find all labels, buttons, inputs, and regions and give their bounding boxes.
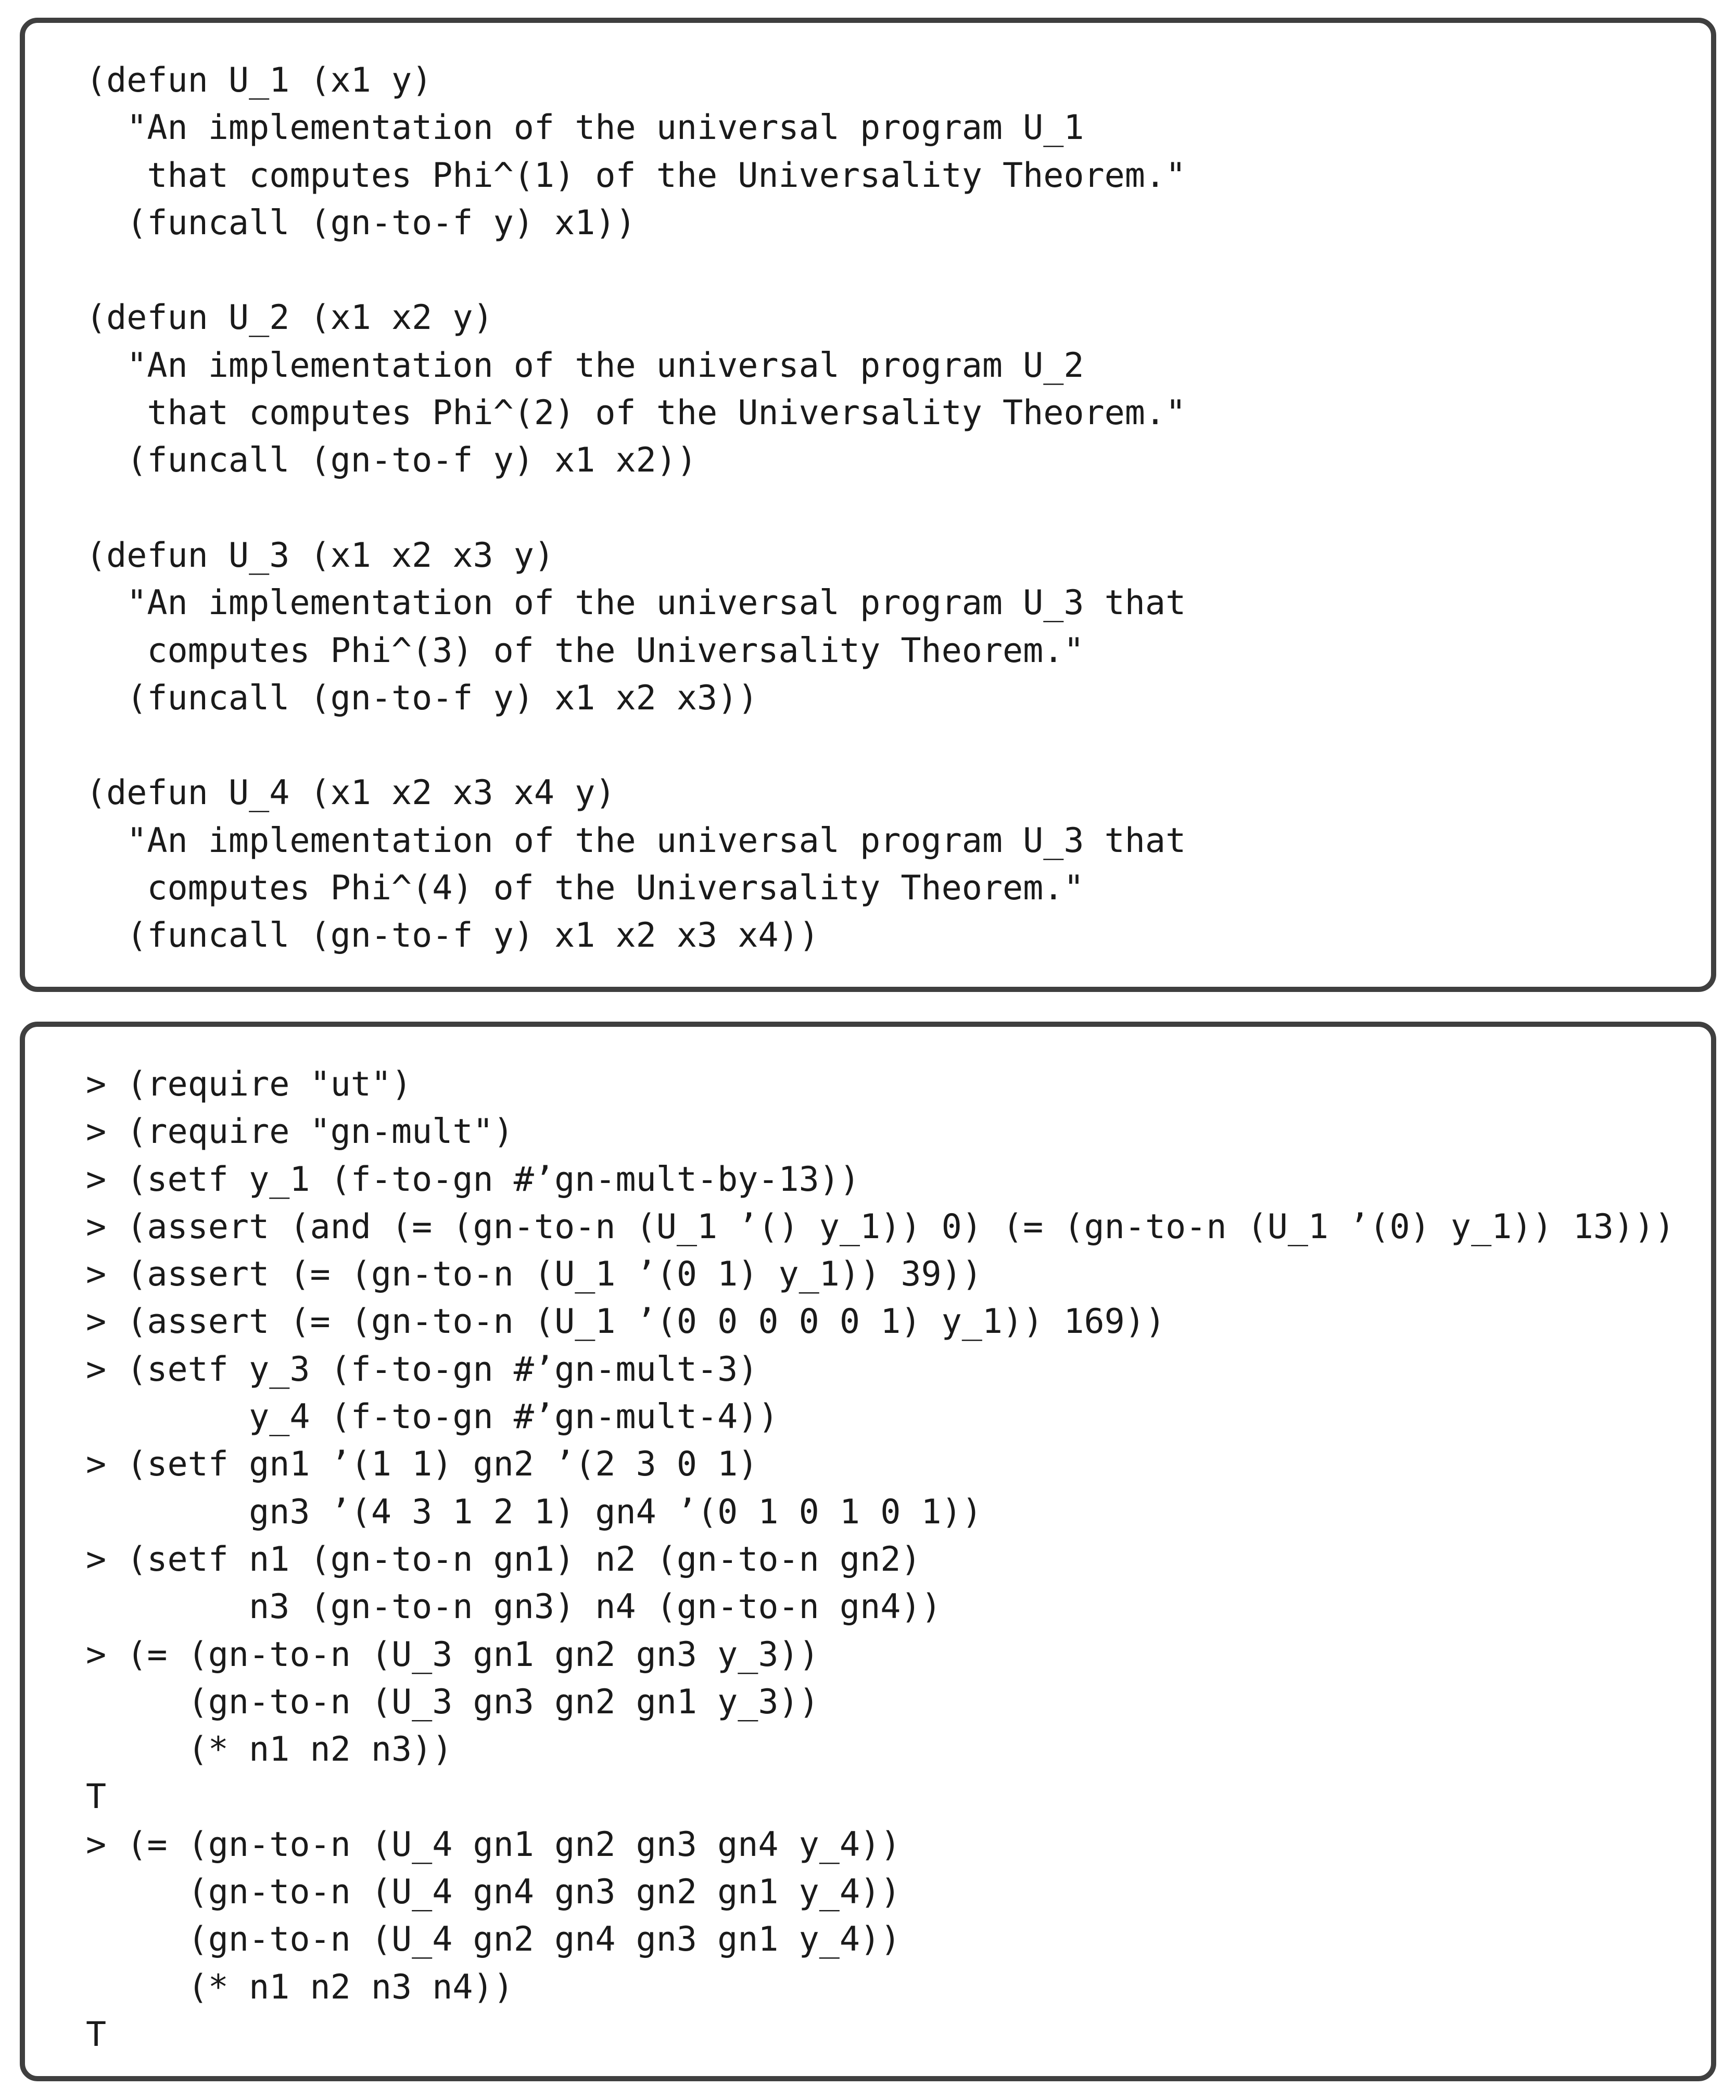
code-line: that computes Phi^(2) of the Universality Theorem." [86, 393, 1186, 433]
code-line: "An implementation of the universal program U_3 that [86, 583, 1186, 623]
repl-line: y_4 (f-to-gn #’gn-mult-4)) [86, 1397, 779, 1437]
repl-line: (gn-to-n (U_3 gn3 gn2 gn1 y_3)) [86, 1682, 819, 1722]
code-line: (funcall (gn-to-f y) x1 x2)) [86, 441, 697, 480]
code-line: (funcall (gn-to-f y) x1 x2 x3)) [86, 678, 758, 718]
repl-line: > (require "gn-mult") [86, 1112, 514, 1152]
repl-line: > (= (gn-to-n (U_4 gn1 gn2 gn3 gn4 y_4)) [86, 1825, 901, 1864]
repl-line: T [86, 2015, 107, 2054]
code-line: computes Phi^(4) of the Universality Theorem." [86, 869, 1084, 908]
code-line: (defun U_3 (x1 x2 x3 y) [86, 536, 555, 575]
code-line: (funcall (gn-to-f y) x1 x2 x3 x4)) [86, 916, 819, 956]
repl-line: n3 (gn-to-n gn3) n4 (gn-to-n gn4)) [86, 1587, 942, 1627]
repl-session-code [86, 1061, 1675, 2058]
repl-line: > (assert (= (gn-to-n (U_1 ’(0 0 0 0 0 1) y_1)) 169)) [86, 1302, 1166, 1342]
repl-line: > (require "ut") [86, 1065, 412, 1104]
repl-line: (* n1 n2 n3)) [86, 1730, 453, 1770]
repl-line: > (setf y_3 (f-to-gn #’gn-mult-3) [86, 1350, 758, 1389]
code-line: (funcall (gn-to-f y) x1)) [86, 203, 636, 243]
code-line: (defun U_4 (x1 x2 x3 x4 y) [86, 773, 616, 813]
repl-line: > (setf n1 (gn-to-n gn1) n2 (gn-to-n gn2) [86, 1539, 921, 1579]
repl-line: T [86, 1777, 107, 1817]
repl-line: (gn-to-n (U_4 gn2 gn4 gn3 gn1 y_4)) [86, 1920, 901, 1959]
repl-line: > (= (gn-to-n (U_3 gn1 gn2 gn3 y_3)) [86, 1635, 819, 1674]
definitions-code-box [20, 18, 1716, 992]
code-line: computes Phi^(3) of the Universality Theorem." [86, 631, 1084, 670]
repl-line: > (assert (= (gn-to-n (U_1 ’(0 1) y_1)) 39)) [86, 1255, 982, 1294]
repl-line: > (assert (and (= (gn-to-n (U_1 ’() y_1)) 0) (= (gn-to-n (U_1 ’(0) y_1)) 13))) [86, 1207, 1675, 1246]
code-line: "An implementation of the universal program U_2 [86, 346, 1084, 385]
repl-line: (* n1 n2 n3 n4)) [86, 1967, 514, 2007]
code-line: that computes Phi^(1) of the Universality Theorem." [86, 156, 1186, 195]
repl-line: (gn-to-n (U_4 gn4 gn3 gn2 gn1 y_4)) [86, 1873, 901, 1912]
code-line: "An implementation of the universal program U_1 [86, 108, 1084, 148]
repl-line: > (setf y_1 (f-to-gn #’gn-mult-by-13)) [86, 1160, 860, 1199]
code-line: (defun U_1 (x1 y) [86, 61, 433, 100]
repl-line: gn3 ’(4 3 1 2 1) gn4 ’(0 1 0 1 0 1)) [86, 1492, 982, 1532]
code-line: (defun U_2 (x1 x2 y) [86, 298, 493, 338]
repl-session-box [20, 1022, 1716, 2081]
definitions-code [86, 57, 1186, 960]
code-line: "An implementation of the universal program U_3 that [86, 821, 1186, 860]
repl-line: > (setf gn1 ’(1 1) gn2 ’(2 3 0 1) [86, 1445, 758, 1484]
